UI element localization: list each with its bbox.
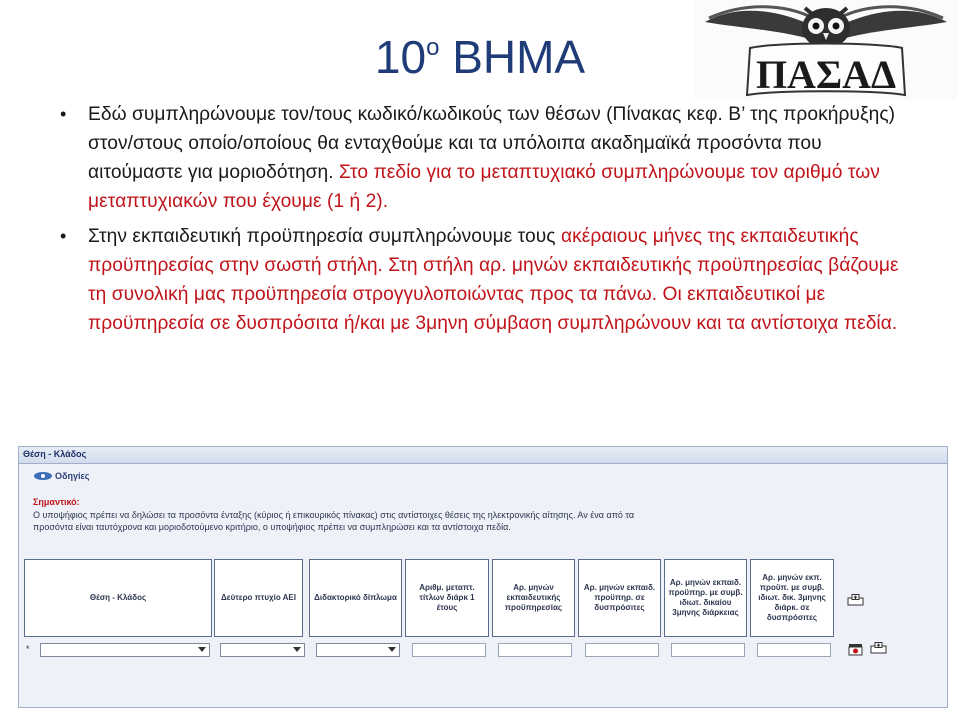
pasad-logo xyxy=(695,0,957,100)
important-label: Σημαντικό: xyxy=(33,497,80,507)
position-select[interactable] xyxy=(40,643,210,657)
bullet-item-2 xyxy=(60,222,900,338)
column-header-masters-count: Αριθμ. μεταπτ. τίτλων διάρκ 1 έτους xyxy=(405,559,489,637)
guide-link[interactable] xyxy=(33,471,89,481)
bullet-dot: • xyxy=(60,104,67,124)
title-word: ΒΗΜΑ xyxy=(439,31,586,83)
masters-count-input[interactable] xyxy=(412,643,486,657)
remote-months-input[interactable] xyxy=(585,643,659,657)
column-header-3month-contract: Αρ. μηνών εκπαιδ. προϋπηρ. με συμβ. ιδιωτ. δικαίου 3μηνης διάρκειας xyxy=(664,559,747,637)
contract-months-input[interactable] xyxy=(671,643,745,657)
important-text: Ο υποψήφιος πρέπει να δηλώσει τα προσόντα ένταξης (κύριος ή επικουρικός πίνακας) στις αντίστοιχες θέσεις της ηλεκτρονικής αίτησης. Αν ένα από τα προσόντα είναι ταυτόχρονα και μοριοδοτούμενο κριτήριο, ο υποψήφιος πρέπει να συμπληρώσει και τα αντίστοιχα πεδία. xyxy=(33,510,635,532)
chevron-down-icon xyxy=(198,647,206,652)
column-header-second-degree: Δεύτερο πτυχίο ΑΕΙ xyxy=(214,559,303,637)
bullet-item-1 xyxy=(60,100,900,216)
bullet-2-text: Στην εκπαιδευτική προϋπηρεσία συμπληρώνουμε τους xyxy=(88,226,561,247)
title-number: 10 xyxy=(374,31,427,83)
bullet-list xyxy=(60,100,900,344)
chevron-down-icon xyxy=(388,647,396,652)
required-marker: * xyxy=(26,644,30,654)
eye-icon xyxy=(33,471,53,481)
column-header-position: Θέση - Κλάδος xyxy=(24,559,212,637)
form-header: Θέση - Κλάδος xyxy=(19,447,947,464)
column-header-doctorate: Διδακτορικό δίπλωμα xyxy=(309,559,402,637)
second-degree-select[interactable] xyxy=(220,643,305,657)
contract-remote-months-input[interactable] xyxy=(757,643,831,657)
bullet-2-highlight: ακέραιους μήνες της εκπαιδευτικής προϋπηρεσίας στην σωστή στήλη. Στη στήλη αρ. μηνών εκπαιδευτικής προϋπηρεσίας βάζουμε τη συνολική μας προϋπηρεσία στρογγυλοποιώντας προς τα πάνω. Οι εκπαιδευτικοί με προϋπηρεσία σε δυσπρόσιτα ή/και με 3μηνη σύμβαση συμπληρώνουν και τα αντίστοιχα πεδία. xyxy=(88,226,899,334)
teaching-months-input[interactable] xyxy=(498,643,572,657)
application-form-screenshot xyxy=(18,446,948,708)
remove-row-icon[interactable] xyxy=(848,643,863,656)
add-row-icon[interactable] xyxy=(847,594,864,606)
bullet-1-text: Εδώ συμπληρώνουμε τον/τους κωδικό/κωδικούς των θέσων (Πίνακας κεφ. Β’ της προκήρυξης) στον/στους οποίο/οποίους θα ενταχθούμε και τα υπόλοιπα ακαδημαϊκά προσόντα που αιτούμαστε για μοριοδότηση. xyxy=(88,104,896,183)
bullet-1-highlight: Στο πεδίο για το μεταπτυχιακό συμπληρώνουμε τον αριθμό των μεταπτυχιακών που έχουμε (1 ή 2). xyxy=(88,162,880,212)
chevron-down-icon xyxy=(293,647,301,652)
doctorate-select[interactable] xyxy=(316,643,400,657)
title-superscript: ο xyxy=(426,34,440,61)
column-header-remote-months: Αρ. μηνών εκπαιδ. προϋπηρ. σε δυσπρόσιτες xyxy=(578,559,661,637)
bullet-dot: • xyxy=(60,226,67,246)
column-header-teaching-months: Αρ. μηνών εκπαιδευτικής προϋπηρεσίας xyxy=(492,559,575,637)
add-row-icon[interactable] xyxy=(870,642,887,654)
column-header-3month-remote: Αρ. μηνών εκπ. προϋπ. με συμβ. ιδιωτ. δικ. 3μηνης διάρκ. σε δυσπρόσιτες xyxy=(750,559,834,637)
logo-text: ΠΑΣΑΔ xyxy=(755,52,897,97)
guide-label: Οδηγίες xyxy=(55,471,90,481)
